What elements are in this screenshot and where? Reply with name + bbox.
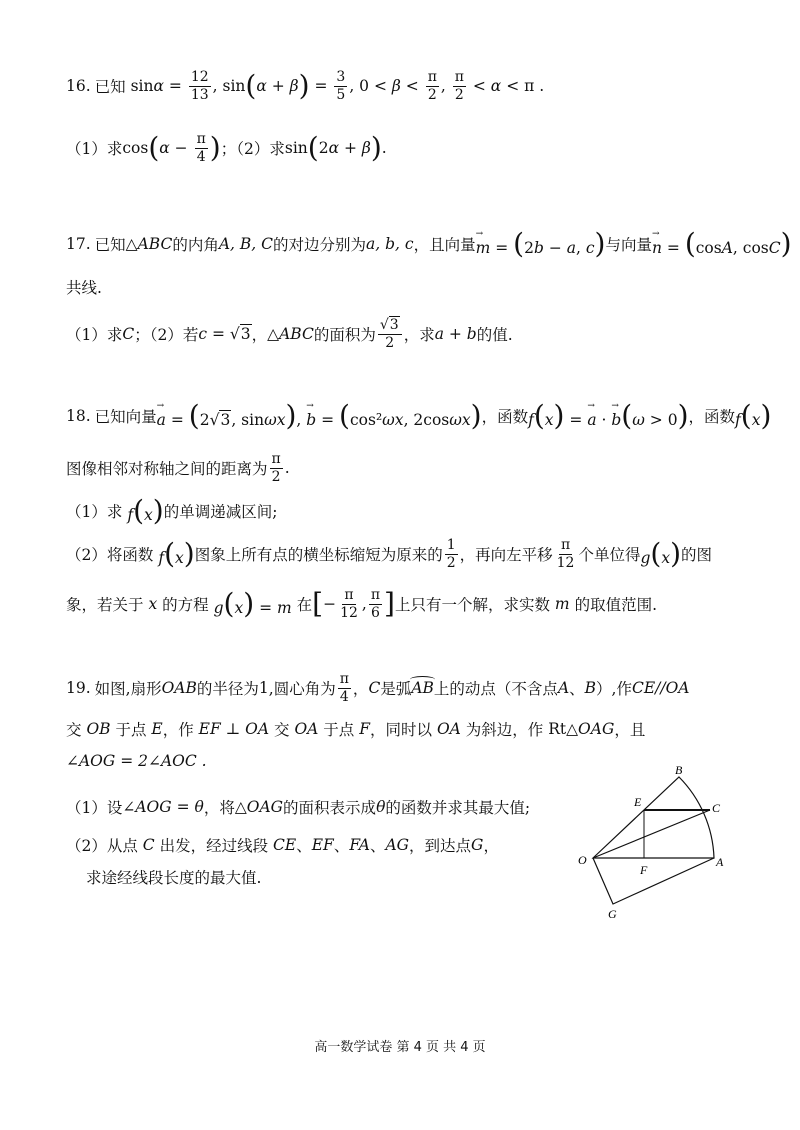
problem-number: 19.	[66, 679, 91, 698]
sector-oab	[593, 777, 714, 858]
problem-19-statement: 19. 如图,扇形 OAB 的半径为 1 ,圆心角为 $\frac{\pi}{4}$ ， C 是弧 AB 上的动点（不含点 A 、 B ）,作 CE//OA	[66, 671, 690, 705]
sector-figure	[570, 760, 770, 930]
point-label-g: G	[608, 907, 617, 921]
point-label-a: A	[716, 855, 724, 869]
point-label-o: O	[578, 853, 587, 867]
fraction: $\frac{1}{2}$	[446, 537, 456, 571]
fraction: $\frac{12}{13}$	[190, 69, 209, 103]
problem-17-statement: 17. 已知 △ABC 的内角 A, B, C 的对边分别为 a, b, c ，且向量 → m = (2b − a, c) 与向量 → n = (cosA, cosC)	[66, 230, 770, 258]
problem-19-line2: 交 OB 于点 E ，作 EF ⊥ OA 交 OA 于点 F ，同时以 OA 为斜边，作 Rt△OAG ，且	[66, 720, 646, 739]
page-footer: 高一数学试卷 第 4 页 共 4 页	[314, 1040, 486, 1055]
problem-18-part2: （2）将函数 f(x) 图象上所有点的横坐标缩短为原来的 $\frac{1}{2}$ ，再向左平移 $\frac{\pi}{12}$ 个单位得 g(x) 的图	[66, 537, 713, 571]
problem-17-continuation: 共线.	[66, 279, 102, 297]
fraction: $\frac{\pi}{2}$	[271, 451, 281, 485]
point-label-b: B	[675, 763, 683, 777]
fraction: $\frac{\pi}{12}$	[556, 537, 575, 571]
fraction: $\frac{\pi}{4}$	[339, 671, 349, 705]
problem-19-part2: （2）从点 C 出发，经过线段 CE 、 EF 、 FA 、 AG ，到达点 G ，	[66, 836, 499, 855]
problem-19-part2-cont: 求途经线段长度的最大值.	[86, 869, 262, 887]
point-label-f: F	[640, 863, 648, 877]
fraction: $\frac{\pi}{2}$	[427, 69, 437, 103]
fraction: $\frac{\pi}{4}$	[196, 131, 206, 165]
fraction: $\frac{\pi}{12}$	[340, 587, 358, 621]
problem-18-line2: 图像相邻对称轴之间的距离为 $\frac{\pi}{2}$ .	[66, 451, 290, 485]
triangle-oag	[593, 858, 714, 904]
point-label-e: E	[634, 795, 642, 809]
problem-18-statement: 18. 已知向量 → a = (2√3, sinωx), → b = (cos²ωx, 2cosωx) ，函数 f(x) = → a · → b(ω > 0) ，函数 f(x)	[66, 402, 770, 430]
fraction: $\frac{\pi}{2}$	[454, 69, 464, 103]
math-expression: sinα =	[125, 77, 187, 96]
problem-17-parts: （1）求 C ；（2）若 c = √3 ， △ABC 的面积为 $\frac{√3}{2}$ ，求 a + b 的值.	[66, 317, 513, 351]
fraction: $\frac{√3}{2}$	[378, 318, 402, 350]
problem-18-part2-cont: 象，若关于 x 的方程 g(x) = m 在 [ − $\frac{\pi}{12}$ , $\frac{\pi}{6}$ ] 上只有一个解，求实数 m 的取值范围.	[66, 587, 657, 621]
fraction: $\frac{3}{5}$	[336, 69, 346, 103]
problem-19-line3: ∠AOG = 2∠AOC .	[66, 752, 207, 770]
point-label-c: C	[712, 801, 721, 815]
fraction: $\frac{\pi}{6}$	[370, 587, 381, 621]
problem-number: 16.	[66, 77, 91, 96]
problem-number: 17.	[66, 235, 91, 253]
problem-16-parts: （1）求 cos ( α − $\frac{\pi}{4}$ ) ；（2）求 sin ( 2α + β ) .	[66, 131, 387, 165]
segment-oc	[593, 810, 710, 858]
problem-16-statement: 16. 已知 sinα = $\frac{12}{13}$ , sin ( α + β ) = $\frac{3}{5}$ , 0 < β < $\frac{\pi}{2}$ , $\frac{\pi}{2}$ < α < π .	[66, 69, 545, 103]
problem-19-part1: （1）设 ∠AOG = θ ，将 △OAG 的面积表示成 θ 的函数并求其最大值;	[66, 798, 531, 817]
problem-number: 18.	[66, 407, 91, 425]
problem-18-part1: （1）求 f(x) 的单调递减区间;	[66, 494, 278, 527]
